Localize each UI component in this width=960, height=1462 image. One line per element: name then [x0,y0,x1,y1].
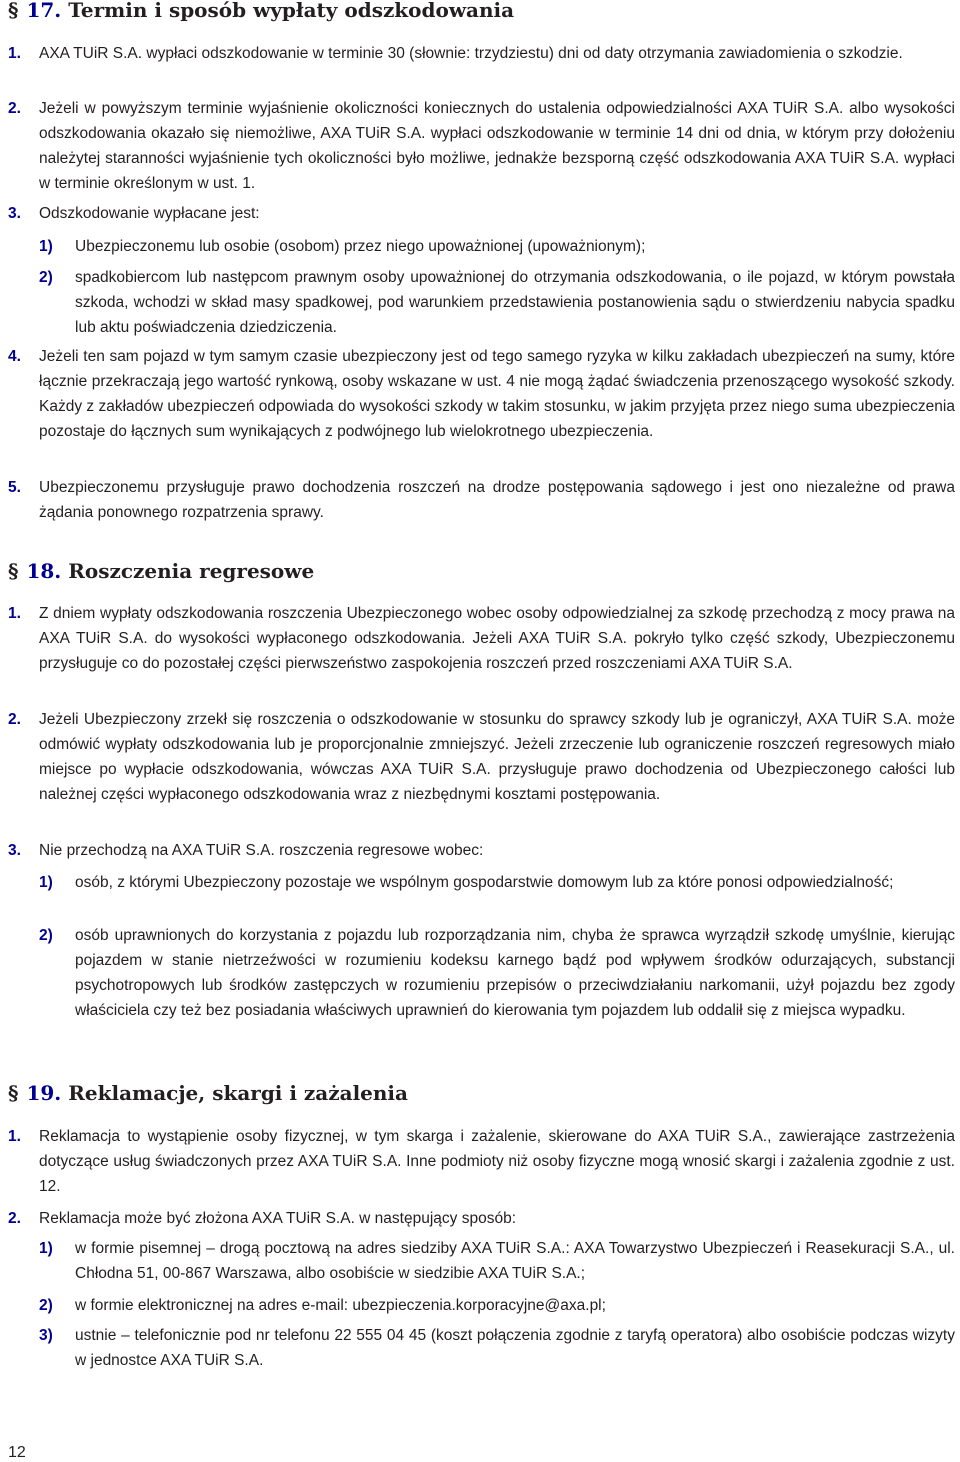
item-text: AXA TUiR S.A. wypłaci odszkodowanie w terminie 30 (słownie: trzydziestu) dni od daty otrzymania zawiadomienia o szkodzie. [39,45,903,62]
item-number: 2) [39,1297,53,1314]
item-text: Jeżeli Ubezpieczony zrzekł się roszczenia o odszkodowanie w stosunku do sprawcy szkody lub je ograniczył, AXA TUiR S.A. może odmówić wypłaty odszkodowania lub je proporcjonalnie zmniejszyć. Jeżeli zrzeczenie lub ograniczenie roszczeń regresowych miało miejsce po wypłacie odszkodowania, wówczas AXA TUiR S.A. przysługuje prawo dochodzenia od Ubezpieczonego całości lub należnej części wypłaconego odszkodowania wraz z niezbędnymi kosztami postępowania. [39,711,955,803]
item-number: 1) [39,1240,53,1257]
section-heading [8,559,314,583]
item-text: Reklamacja może być złożona AXA TUiR S.A. w następujący sposób: [39,1210,516,1227]
paragraph-sign: § [8,0,19,22]
section-number: 17. [26,0,62,22]
item-number: 1. [8,1128,21,1145]
section-number: 19. [26,1081,62,1105]
item-number: 1. [8,45,21,62]
section-title: Termin i sposób wypłaty odszkodowania [68,0,515,22]
item-number: 1. [8,605,21,622]
item-text: Jeżeli w powyższym terminie wyjaśnienie okoliczności koniecznych do ustalenia odpowiedzialności AXA TUiR S.A. albo wysokości odszkodowania okazało się niemożliwe, AXA TUiR S.A. wypłaci odszkodowanie w terminie 14 dni od dnia, w którym przy dołożeniu należytej staranności wyjaśnienie tych okoliczności było możliwe, jednakże bezsporną część odszkodowania AXA TUiR S.A. wypłaci w terminie określonym w ust. 1. [39,100,955,192]
item-text: osób uprawnionych do korzystania z pojazdu lub rozporządzania nim, chyba że sprawca wyrządził szkodę umyślnie, kierując pojazdem w stanie nietrzeźwości w rozumieniu kodeksu karnego bądź pod wpływem środków odurzających, substancji psychotropowych lub środków zastępczych w rozumieniu przepisów o przeciwdziałaniu narkomanii, użył pojazdu bez zgody właściciela czy też bez posiadania właściwych uprawnień do kierowania tym pojazdem lub oddalił się z miejsca wypadku. [75,927,955,1019]
item-text: spadkobiercom lub następcom prawnym osoby upoważnionej do otrzymania odszkodowania, o ile pojazd, w którym powstała szkoda, wchodzi w skład masy spadkowej, pod warunkiem przedstawienia postanowienia sądu o stwierdzeniu nabycia spadku lub aktu poświadczenia dziedziczenia. [75,269,955,336]
item-text: w formie pisemnej – drogą pocztową na adres siedziby AXA TUiR S.A.: AXA Towarzystwo Ubezpieczeń i Reasekuracji S.A., ul. Chłodna 51, 00-867 Warszawa, albo osobiście w siedzibie AXA TUiR S.A.; [75,1240,955,1282]
item-text: Ubezpieczonemu lub osobie (osobom) przez niego upoważnionej (upoważnionym); [75,238,646,255]
section-heading [8,1081,408,1105]
item-number: 3) [39,1327,53,1344]
section-heading [8,0,514,22]
item-number: 5. [8,479,21,496]
item-number: 2) [39,269,53,286]
item-text: Nie przechodzą na AXA TUiR S.A. roszczenia regresowe wobec: [39,842,484,859]
item-text: Ubezpieczonemu przysługuje prawo dochodzenia roszczeń na drodze postępowania sądowego i jest ono niezależne od prawa żądania ponownego rozpatrzenia sprawy. [39,479,955,521]
item-text: Jeżeli ten sam pojazd w tym samym czasie ubezpieczony jest od tego samego ryzyka w kilku zakładach ubezpieczeń na sumy, które łącznie przekraczają jego wartość rynkową, osoby wskazane w ust. 4 nie mogą żądać świadczenia przenoszącego wysokość szkody. Każdy z zakładów ubezpieczeń odpowiada do wysokości szkody w takim stosunku, w jakim przyjęta przez niego suma ubezpieczenia pozostaje do łącznych sum wynikających z podwójnego lub wielokrotnego ubezpieczenia. [39,348,955,440]
paragraph-sign: § [8,559,19,583]
section-title: Roszczenia regresowe [68,559,315,583]
page-number: 12 [8,1444,26,1461]
item-text: Odszkodowanie wypłacane jest: [39,205,260,222]
item-text: osób, z którymi Ubezpieczony pozostaje we wspólnym gospodarstwie domowym lub za które ponosi odpowiedzialność; [75,874,894,891]
section-number: 18. [26,559,62,583]
item-text: Reklamacja to wystąpienie osoby fizycznej, w tym skarga i zażalenie, skierowane do AXA TUiR S.A., zawierające zastrzeżenia dotyczące usług świadczonych przez AXA TUiR S.A. Inne podmioty niż osoby fizyczne mogą wnosić skargi i zażalenia zgodnie z ust. 12. [39,1128,955,1195]
paragraph-sign: § [8,1081,19,1105]
section-title: Reklamacje, skargi i zażalenia [68,1081,408,1105]
item-number: 1) [39,238,53,255]
item-number: 3. [8,205,21,222]
item-number: 4. [8,348,21,365]
item-text: Z dniem wypłaty odszkodowania roszczenia Ubezpieczonego wobec osoby odpowiedzialnej za szkodę przechodzą z mocy prawa na AXA TUiR S.A. do wysokości wypłaconego odszkodowania. Jeżeli AXA TUiR S.A. pokryło tylko część szkody, Ubezpieczonemu przysługuje co do pozostałej części pierwszeństwo zaspokojenia roszczeń przed roszczeniami AXA TUiR S.A. [39,605,955,672]
item-number: 2. [8,1210,21,1227]
item-number: 3. [8,842,21,859]
item-number: 2. [8,711,21,728]
item-number: 2. [8,100,21,117]
item-text: ustnie – telefonicznie pod nr telefonu 22 555 04 45 (koszt połączenia zgodnie z taryfą operatora) albo osobiście podczas wizyty w jednostce AXA TUiR S.A. [75,1327,955,1369]
item-number: 2) [39,927,53,944]
item-text: w formie elektronicznej na adres e-mail: ubezpieczenia.korporacyjne@axa.pl; [75,1297,606,1314]
item-number: 1) [39,874,53,891]
